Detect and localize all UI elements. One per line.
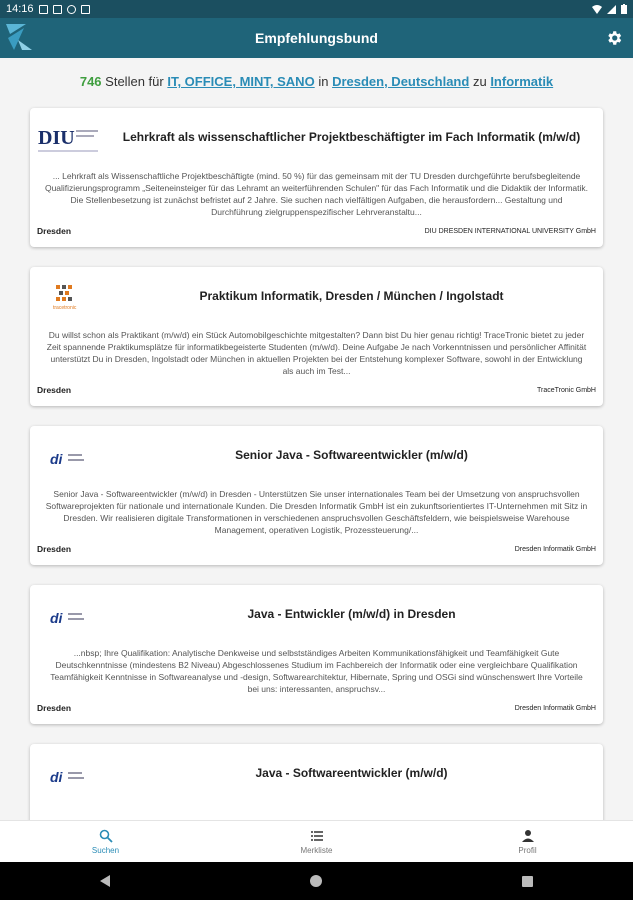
list-icon — [310, 829, 324, 843]
search-icon — [99, 829, 113, 843]
battery-icon — [621, 4, 627, 14]
job-description: Senior Java - Softwareentwickler (m/w/d) in Dresden - Unterstützen Sie unser internationales Team bei der Umsetzung von anspruchsvollen Softwareprojekten für nationale und internationale Kunden. Die Dresden Informatik GmbH ist ein zukunftsorientiertes IT-Unternehmen mit Sitz in Dresden. Wir realisieren digitale Transformationen in verschiedenen anspruchsvollen Geschäftsfeldern, wie beispielsweise Warehouse Management, operativen Logistik, Prozessteuerung/... — [45, 489, 588, 535]
recent-apps-icon[interactable] — [522, 876, 533, 887]
job-company: DIU DRESDEN INTERNATIONAL UNIVERSITY GmbH — [424, 228, 596, 235]
system-navigation-bar — [0, 862, 633, 900]
job-city: Dresden — [37, 703, 72, 713]
svg-text:di: di — [50, 769, 63, 785]
signal-icon — [607, 5, 616, 14]
notification-icon — [81, 5, 90, 14]
bottom-navigation — [0, 820, 633, 862]
svg-text:tracetronic: tracetronic — [53, 305, 77, 311]
svg-text:DIU: DIU — [38, 127, 75, 149]
job-description: ...nbsp; Ihre Qualifikation: Analytische Denkweise und selbstständiges Arbeiten Kommunikationsfähigkeit und Teamfähigkeit Gute Deutschkenntnisse (mindestens B2 Niveau) Abgeschlossenes Studium im Fachbereich der Informatik oder eine vergleichbare Qualifikation Teamfähigkeit Kenntnisse in Softwareanalyse und -design, Softwarearchitektur, Hibernate, Spring und OSGi sind wünschenswert Ihre Vorteile bei uns: interessanten, anspruchsv... — [50, 648, 583, 694]
location-link[interactable]: Dresden, Deutschland — [332, 74, 470, 89]
company-logo — [36, 122, 104, 156]
job-title[interactable]: Java - Entwickler (m/w/d) in Dresden — [247, 607, 456, 621]
nav-merkliste[interactable] — [211, 821, 422, 862]
job-company: Dresden Informatik GmbH — [514, 705, 596, 712]
app-bar — [0, 18, 633, 58]
summary-text: Stellen für — [105, 74, 164, 89]
job-description: Du willst schon als Praktikant (m/w/d) ein Stück Automobilgeschichte mitgestalten? Dann bist Du hier genau richtig! TraceTronic bietet zu jeder Zeit spannende Praktikumsplätze für informatikbegeisterte Studenten (m/w/d). Deine Aufgabe Je nach Vorkenntnissen und persönlicher Affinität unterstützt Du in Dresden, Ingolstadt oder München in aktuellen Projekten bei der Entstehung komplexer Software, sowohl in der Entwicklung als auch im Test... — [46, 330, 587, 376]
nav-search[interactable] — [0, 821, 211, 862]
nav-label: Merkliste — [300, 845, 333, 855]
company-logo — [36, 599, 104, 633]
job-card[interactable] — [30, 426, 603, 565]
search-summary — [0, 74, 633, 89]
svg-text:di: di — [50, 451, 63, 467]
job-card[interactable] — [30, 108, 603, 247]
job-city: Dresden — [37, 544, 72, 554]
job-card[interactable] — [30, 267, 603, 406]
job-title[interactable]: Java - Softwareentwickler (m/w/d) — [255, 766, 448, 780]
job-company: TraceTronic GmbH — [537, 387, 596, 394]
job-title[interactable]: Senior Java - Softwareentwickler (m/w/d) — [235, 448, 468, 462]
home-icon[interactable] — [310, 875, 322, 887]
result-count: 746 — [79, 74, 102, 89]
status-bar — [0, 0, 633, 18]
nav-label: Profil — [518, 845, 537, 855]
notification-icon — [67, 5, 76, 14]
company-logo — [36, 440, 104, 474]
summary-text: zu — [472, 74, 487, 89]
back-icon[interactable] — [100, 875, 110, 887]
notification-icon — [39, 5, 48, 14]
person-icon — [521, 829, 535, 843]
notification-icon — [53, 5, 62, 14]
gear-icon[interactable] — [605, 29, 623, 47]
nav-label: Suchen — [91, 845, 120, 855]
job-city: Dresden — [37, 385, 72, 395]
status-time: 14:16 — [6, 3, 34, 15]
job-description: ... Lehrkraft als Wissenschaftliche Projektbeschäftigte (mind. 50 %) für das gemeinsam mit der TU Dresden durchgeführte berufsbegleitende Qualifizierungsprogramm „Seiteneinsteiger für das Lehramt an weiterführenden Schulen" für das Fach Informatik und die Didaktik der Informatik. Die Stellenbesetzung ist zunächst befristet auf 2 Jahre. Sie suchen nach vielfältigen Aufgaben, die herausfordern... Gestaltung und Durchführung zielgruppenspezifischer Lehrveranstaltu... — [44, 171, 589, 217]
categories-link[interactable]: IT, OFFICE, MINT, SANO — [167, 74, 315, 89]
nav-profil[interactable] — [422, 821, 633, 862]
keyword-link[interactable]: Informatik — [490, 74, 554, 89]
summary-text: in — [318, 74, 329, 89]
job-city: Dresden — [37, 226, 72, 236]
job-title[interactable]: Praktikum Informatik, Dresden / München / Ingolstadt — [199, 289, 504, 303]
job-title[interactable]: Lehrkraft als wissenschaftlicher Projektbeschäftigter im Fach Informatik (m/w/d) — [122, 130, 581, 144]
company-logo — [36, 281, 104, 315]
job-card[interactable] — [30, 585, 603, 724]
svg-text:di: di — [50, 610, 63, 626]
app-title: Empfehlungsbund — [255, 30, 378, 46]
company-logo — [36, 758, 104, 792]
job-company: Dresden Informatik GmbH — [514, 546, 596, 553]
app-logo-icon — [4, 20, 36, 54]
wifi-icon — [592, 5, 602, 14]
